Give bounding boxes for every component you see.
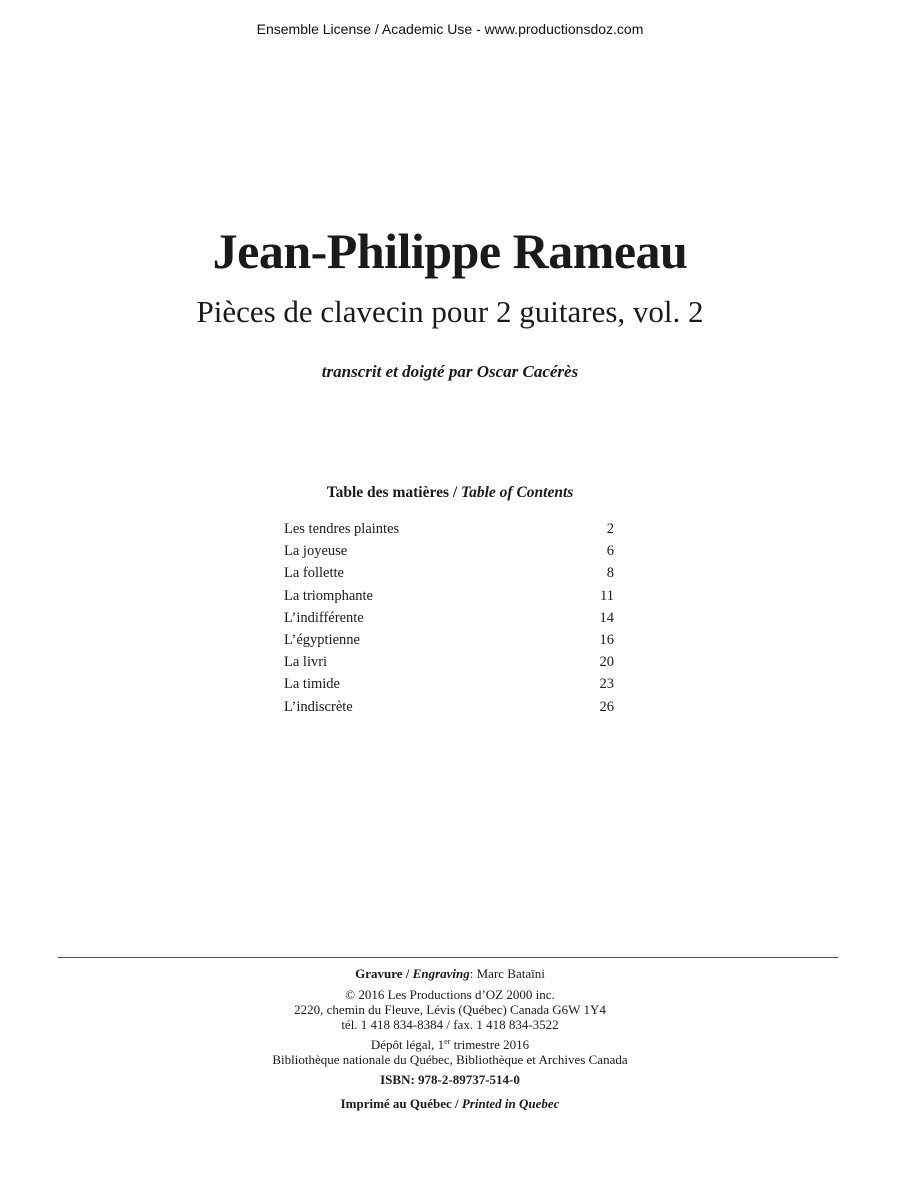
toc-list <box>284 518 614 718</box>
toc-entry-title: La timide <box>284 676 340 693</box>
printed-fr: Imprimé au Québec / <box>340 1096 459 1111</box>
license-notice: Ensemble License / Academic Use - www.productionsdoz.com <box>256 21 644 37</box>
toc-entry-page: 20 <box>599 654 614 671</box>
toc-entry-page: 14 <box>599 609 614 626</box>
composer-name: Jean-Philippe Rameau <box>212 223 688 279</box>
toc-entry-page: 8 <box>606 565 614 582</box>
footer-divider <box>58 957 838 958</box>
toc-heading-fr: Table des matières / <box>326 484 458 501</box>
toc-entry-title: L’égyptienne <box>284 631 360 648</box>
toc-entry-page: 6 <box>606 543 614 560</box>
toc-entry <box>284 562 614 584</box>
toc-entry-title: La follette <box>284 565 344 582</box>
depot-ordinal: er <box>444 1037 451 1046</box>
work-title: Pièces de clavecin pour 2 guitares, vol. 2 <box>196 294 704 329</box>
engraving-credit <box>0 966 900 981</box>
toc-entry-title: La triomphante <box>284 587 373 604</box>
toc-heading <box>0 484 900 502</box>
depot-prefix: Dépôt légal, 1 <box>370 1037 445 1052</box>
engraving-label-en: Engraving <box>412 966 470 981</box>
toc-entry-page: 11 <box>600 587 614 604</box>
toc-entry <box>284 540 614 562</box>
toc-entry-page: 2 <box>606 521 614 537</box>
engraving-label-fr: Gravure / <box>355 966 410 981</box>
toc-entry <box>284 696 614 718</box>
toc-entry-page: 26 <box>599 698 614 715</box>
toc-entry-title: La livri <box>284 654 328 671</box>
legal-deposit-block <box>0 1037 900 1067</box>
toc-entry-page: 16 <box>599 631 614 648</box>
printed-en: Printed in Quebec <box>461 1096 560 1111</box>
toc-entry <box>284 629 614 651</box>
engraver-name: : Marc Bataïni <box>469 966 545 981</box>
phone-line: tél. 1 418 834-8384 / fax. 1 418 834-3522 <box>341 1017 559 1032</box>
legal-deposit-line <box>0 1037 900 1052</box>
address-line: 2220, chemin du Fleuve, Lévis (Québec) Canada G6W 1Y4 <box>294 1002 606 1017</box>
toc-entry <box>284 585 614 607</box>
toc-entry-title: L’indiscrète <box>284 698 353 715</box>
toc-entry-title: L’indifférente <box>284 609 364 626</box>
toc-entry-title: La joyeuse <box>284 543 348 560</box>
toc-entry <box>284 607 614 629</box>
depot-suffix: trimestre 2016 <box>450 1037 530 1052</box>
toc-entry-title: Les tendres plaintes <box>284 521 400 537</box>
toc-entry-page: 23 <box>599 676 614 693</box>
publisher-block <box>0 987 900 1032</box>
toc-heading-en: Table of Contents <box>461 484 574 501</box>
toc-entry <box>284 651 614 673</box>
printed-in <box>0 1096 900 1111</box>
transcription-credit: transcrit et doigté par Oscar Cacérès <box>321 362 579 381</box>
copyright-line: © 2016 Les Productions d’OZ 2000 inc. <box>345 987 555 1002</box>
toc-entry <box>284 518 614 540</box>
isbn: ISBN: 978-2-89737-514-0 <box>380 1072 520 1087</box>
libraries-line: Bibliothèque nationale du Québec, Bibliothèque et Archives Canada <box>272 1052 628 1067</box>
toc-entry <box>284 673 614 695</box>
